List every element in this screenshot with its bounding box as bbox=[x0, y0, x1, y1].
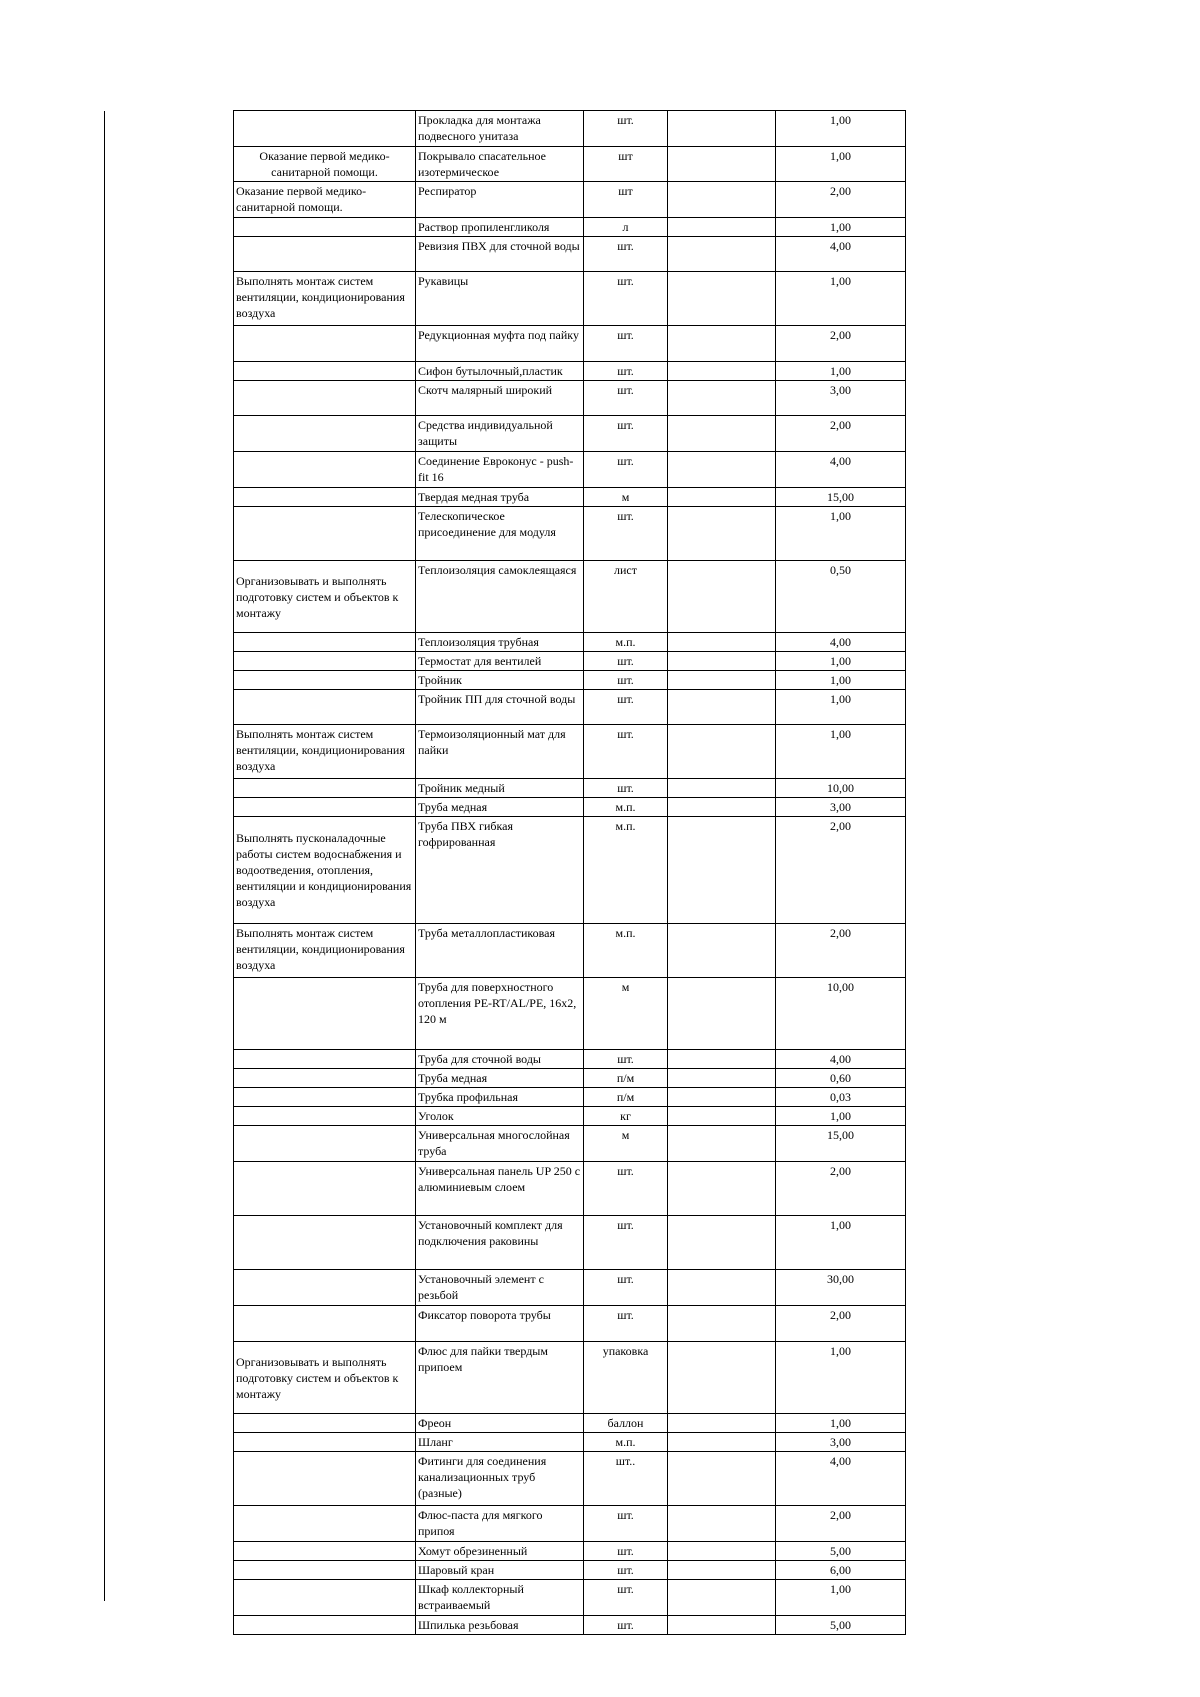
quantity-cell: 4,00 bbox=[776, 452, 906, 488]
quantity-cell: 1,00 bbox=[776, 690, 906, 725]
unit-cell: м.п. bbox=[584, 1433, 668, 1452]
item-name-cell: Флюс-паста для мягкого припоя bbox=[416, 1506, 584, 1542]
unit-cell: шт. bbox=[584, 1580, 668, 1616]
competency-cell bbox=[234, 416, 416, 452]
item-name-cell: Трубка профильная bbox=[416, 1088, 584, 1107]
unit-cell: упаковка bbox=[584, 1342, 668, 1414]
note-cell bbox=[668, 1126, 776, 1162]
unit-cell: м bbox=[584, 488, 668, 507]
unit-cell: п/м bbox=[584, 1069, 668, 1088]
quantity-cell: 2,00 bbox=[776, 1162, 906, 1216]
table-row bbox=[234, 1050, 906, 1069]
unit-cell: шт. bbox=[584, 690, 668, 725]
quantity-cell: 1,00 bbox=[776, 671, 906, 690]
note-cell bbox=[668, 1216, 776, 1270]
quantity-cell: 1,00 bbox=[776, 1216, 906, 1270]
unit-cell: м.п. bbox=[584, 798, 668, 817]
quantity-cell: 4,00 bbox=[776, 633, 906, 652]
quantity-cell: 0,03 bbox=[776, 1088, 906, 1107]
note-cell bbox=[668, 633, 776, 652]
item-name-cell: Скотч малярный широкий bbox=[416, 381, 584, 416]
note-cell bbox=[668, 561, 776, 633]
table-row bbox=[234, 1414, 906, 1433]
item-name-cell: Термостат для вентилей bbox=[416, 652, 584, 671]
item-name-cell: Средства индивидуальной защиты bbox=[416, 416, 584, 452]
competency-cell bbox=[234, 1216, 416, 1270]
competency-cell bbox=[234, 978, 416, 1050]
unit-cell: шт. bbox=[584, 1270, 668, 1306]
competency-cell bbox=[234, 362, 416, 381]
table-row bbox=[234, 1306, 906, 1342]
item-name-cell: Твердая медная труба bbox=[416, 488, 584, 507]
unit-cell: м.п. bbox=[584, 817, 668, 924]
quantity-cell: 15,00 bbox=[776, 1126, 906, 1162]
note-cell bbox=[668, 798, 776, 817]
quantity-cell: 1,00 bbox=[776, 1342, 906, 1414]
competency-cell bbox=[234, 652, 416, 671]
competency-cell: Выполнять монтаж систем вентиляции, кондиционирования воздуха bbox=[234, 924, 416, 978]
competency-cell bbox=[234, 1088, 416, 1107]
unit-cell: м bbox=[584, 978, 668, 1050]
quantity-cell: 2,00 bbox=[776, 924, 906, 978]
competency-cell bbox=[234, 798, 416, 817]
competency-cell: Выполнять монтаж систем вентиляции, кондиционирования воздуха bbox=[234, 272, 416, 326]
note-cell bbox=[668, 1561, 776, 1580]
note-cell bbox=[668, 1050, 776, 1069]
table-row bbox=[234, 1216, 906, 1270]
item-name-cell: Труба медная bbox=[416, 1069, 584, 1088]
note-cell bbox=[668, 652, 776, 671]
competency-cell bbox=[234, 1506, 416, 1542]
table-row bbox=[234, 1452, 906, 1506]
item-name-cell: Труба медная bbox=[416, 798, 584, 817]
unit-cell: шт bbox=[584, 147, 668, 182]
unit-cell: шт. bbox=[584, 381, 668, 416]
unit-cell: шт. bbox=[584, 452, 668, 488]
quantity-cell: 2,00 bbox=[776, 416, 906, 452]
item-name-cell: Тройник bbox=[416, 671, 584, 690]
table-row bbox=[234, 147, 906, 182]
competency-cell bbox=[234, 1069, 416, 1088]
competency-cell bbox=[234, 218, 416, 237]
competency-cell bbox=[234, 1542, 416, 1561]
item-name-cell: Теплоизоляция самоклеящаяся bbox=[416, 561, 584, 633]
note-cell bbox=[668, 1107, 776, 1126]
item-name-cell: Сифон бутылочный,пластик bbox=[416, 362, 584, 381]
item-name-cell: Труба для сточной воды bbox=[416, 1050, 584, 1069]
competency-cell bbox=[234, 1433, 416, 1452]
table-row bbox=[234, 381, 906, 416]
competency-cell: Организовывать и выполнять подготовку систем и объектов к монтажу bbox=[234, 561, 416, 633]
table-row bbox=[234, 924, 906, 978]
unit-cell: шт. bbox=[584, 1216, 668, 1270]
table-row bbox=[234, 817, 906, 924]
quantity-cell: 5,00 bbox=[776, 1542, 906, 1561]
item-name-cell: Шкаф коллекторный встраиваемый bbox=[416, 1580, 584, 1616]
competency-cell bbox=[234, 1050, 416, 1069]
table-row bbox=[234, 725, 906, 779]
table-row bbox=[234, 1162, 906, 1216]
quantity-cell: 2,00 bbox=[776, 1506, 906, 1542]
competency-cell: Оказание первой медико-санитарной помощи. bbox=[234, 182, 416, 218]
competency-cell bbox=[234, 1270, 416, 1306]
item-name-cell: Теплоизоляция трубная bbox=[416, 633, 584, 652]
note-cell bbox=[668, 1088, 776, 1107]
note-cell bbox=[668, 978, 776, 1050]
unit-cell: шт. bbox=[584, 237, 668, 272]
table-row bbox=[234, 111, 906, 147]
item-name-cell: Универсальная многослойная труба bbox=[416, 1126, 584, 1162]
quantity-cell: 2,00 bbox=[776, 326, 906, 362]
unit-cell: м bbox=[584, 1126, 668, 1162]
quantity-cell: 30,00 bbox=[776, 1270, 906, 1306]
item-name-cell: Шпилька резьбовая bbox=[416, 1616, 584, 1635]
unit-cell: шт. bbox=[584, 326, 668, 362]
quantity-cell: 3,00 bbox=[776, 798, 906, 817]
unit-cell: шт. bbox=[584, 725, 668, 779]
item-name-cell: Хомут обрезиненный bbox=[416, 1542, 584, 1561]
table-row bbox=[234, 1433, 906, 1452]
unit-cell: шт. bbox=[584, 507, 668, 561]
table-row bbox=[234, 671, 906, 690]
unit-cell: баллон bbox=[584, 1414, 668, 1433]
unit-cell: шт. bbox=[584, 779, 668, 798]
quantity-cell: 3,00 bbox=[776, 381, 906, 416]
item-name-cell: Труба для поверхностного отопления PE-RT/AL/PE, 16x2, 120 м bbox=[416, 978, 584, 1050]
note-cell bbox=[668, 1506, 776, 1542]
unit-cell: шт. bbox=[584, 416, 668, 452]
note-cell bbox=[668, 147, 776, 182]
item-name-cell: Ревизия ПВХ для сточной воды bbox=[416, 237, 584, 272]
item-name-cell: Установочный элемент с резьбой bbox=[416, 1270, 584, 1306]
competency-cell bbox=[234, 237, 416, 272]
item-name-cell: Тройник медный bbox=[416, 779, 584, 798]
item-name-cell: Фитинги для соединения канализационных труб (разные) bbox=[416, 1452, 584, 1506]
table-row bbox=[234, 272, 906, 326]
item-name-cell: Универсальная панель UP 250 с алюминиевым слоем bbox=[416, 1162, 584, 1216]
competency-cell: Выполнять монтаж систем вентиляции, кондиционирования воздуха bbox=[234, 725, 416, 779]
note-cell bbox=[668, 507, 776, 561]
table-row bbox=[234, 218, 906, 237]
table-row bbox=[234, 1107, 906, 1126]
unit-cell: шт. bbox=[584, 111, 668, 147]
unit-cell: кг bbox=[584, 1107, 668, 1126]
quantity-cell: 1,00 bbox=[776, 1580, 906, 1616]
table-row bbox=[234, 1270, 906, 1306]
competency-cell: Оказание первой медико-санитарной помощи. bbox=[234, 147, 416, 182]
note-cell bbox=[668, 779, 776, 798]
unit-cell: м.п. bbox=[584, 633, 668, 652]
unit-cell: шт. bbox=[584, 1162, 668, 1216]
note-cell bbox=[668, 182, 776, 218]
table-row bbox=[234, 1342, 906, 1414]
quantity-cell: 10,00 bbox=[776, 779, 906, 798]
item-name-cell: Флюс для пайки твердым припоем bbox=[416, 1342, 584, 1414]
competency-cell bbox=[234, 1561, 416, 1580]
quantity-cell: 1,00 bbox=[776, 1414, 906, 1433]
unit-cell: л bbox=[584, 218, 668, 237]
table-row bbox=[234, 1069, 906, 1088]
competency-cell bbox=[234, 488, 416, 507]
competency-cell bbox=[234, 1107, 416, 1126]
table-row bbox=[234, 182, 906, 218]
quantity-cell: 15,00 bbox=[776, 488, 906, 507]
note-cell bbox=[668, 1342, 776, 1414]
competency-cell bbox=[234, 690, 416, 725]
competency-cell bbox=[234, 671, 416, 690]
unit-cell: шт. bbox=[584, 362, 668, 381]
unit-cell: лист bbox=[584, 561, 668, 633]
item-name-cell: Соединение Евроконус - push-fit 16 bbox=[416, 452, 584, 488]
item-name-cell: Термоизоляционный мат для пайки bbox=[416, 725, 584, 779]
item-name-cell: Прокладка для монтажа подвесного унитаза bbox=[416, 111, 584, 147]
note-cell bbox=[668, 326, 776, 362]
competency-cell bbox=[234, 111, 416, 147]
quantity-cell: 1,00 bbox=[776, 362, 906, 381]
competency-cell bbox=[234, 1306, 416, 1342]
unit-cell: шт. bbox=[584, 1616, 668, 1635]
unit-cell: п/м bbox=[584, 1088, 668, 1107]
table-row bbox=[234, 452, 906, 488]
table-row bbox=[234, 690, 906, 725]
note-cell bbox=[668, 1542, 776, 1561]
competency-cell bbox=[234, 326, 416, 362]
competency-cell bbox=[234, 633, 416, 652]
note-cell bbox=[668, 1162, 776, 1216]
table-row bbox=[234, 488, 906, 507]
note-cell bbox=[668, 817, 776, 924]
note-cell bbox=[668, 671, 776, 690]
note-cell bbox=[668, 924, 776, 978]
item-name-cell: Шланг bbox=[416, 1433, 584, 1452]
item-name-cell: Труба ПВХ гибкая гофрированная bbox=[416, 817, 584, 924]
note-cell bbox=[668, 1433, 776, 1452]
quantity-cell: 1,00 bbox=[776, 272, 906, 326]
table-row bbox=[234, 652, 906, 671]
unit-cell: шт. bbox=[584, 1306, 668, 1342]
quantity-cell: 2,00 bbox=[776, 182, 906, 218]
table-row bbox=[234, 237, 906, 272]
note-cell bbox=[668, 111, 776, 147]
item-name-cell: Редукционная муфта под пайку bbox=[416, 326, 584, 362]
quantity-cell: 6,00 bbox=[776, 1561, 906, 1580]
note-cell bbox=[668, 1270, 776, 1306]
quantity-cell: 4,00 bbox=[776, 237, 906, 272]
table-row bbox=[234, 1561, 906, 1580]
unit-cell: шт. bbox=[584, 1542, 668, 1561]
quantity-cell: 4,00 bbox=[776, 1452, 906, 1506]
note-cell bbox=[668, 1069, 776, 1088]
unit-cell: шт. bbox=[584, 652, 668, 671]
table-row bbox=[234, 1506, 906, 1542]
item-name-cell: Респиратор bbox=[416, 182, 584, 218]
competency-cell bbox=[234, 452, 416, 488]
table-row bbox=[234, 416, 906, 452]
quantity-cell: 1,00 bbox=[776, 111, 906, 147]
note-cell bbox=[668, 1452, 776, 1506]
quantity-cell: 0,50 bbox=[776, 561, 906, 633]
quantity-cell: 0,60 bbox=[776, 1069, 906, 1088]
materials-table bbox=[233, 110, 906, 1635]
quantity-cell: 5,00 bbox=[776, 1616, 906, 1635]
table-row bbox=[234, 633, 906, 652]
item-name-cell: Установочный комплект для подключения раковины bbox=[416, 1216, 584, 1270]
item-name-cell: Фреон bbox=[416, 1414, 584, 1433]
competency-cell bbox=[234, 779, 416, 798]
table-row bbox=[234, 1616, 906, 1635]
left-margin-line bbox=[104, 111, 105, 1601]
note-cell bbox=[668, 725, 776, 779]
note-cell bbox=[668, 1414, 776, 1433]
table-row bbox=[234, 1088, 906, 1107]
note-cell bbox=[668, 416, 776, 452]
quantity-cell: 2,00 bbox=[776, 817, 906, 924]
note-cell bbox=[668, 488, 776, 507]
item-name-cell: Фиксатор поворота трубы bbox=[416, 1306, 584, 1342]
quantity-cell: 1,00 bbox=[776, 1107, 906, 1126]
item-name-cell: Покрывало спасательное изотермическое bbox=[416, 147, 584, 182]
competency-cell bbox=[234, 1580, 416, 1616]
unit-cell: м.п. bbox=[584, 924, 668, 978]
note-cell bbox=[668, 452, 776, 488]
note-cell bbox=[668, 381, 776, 416]
unit-cell: шт bbox=[584, 182, 668, 218]
competency-cell: Выполнять пусконаладочные работы систем водоснабжения и водоотведения, отопления, вентиляции и кондиционирования воздуха bbox=[234, 817, 416, 924]
quantity-cell: 1,00 bbox=[776, 652, 906, 671]
competency-cell: Организовывать и выполнять подготовку систем и объектов к монтажу bbox=[234, 1342, 416, 1414]
quantity-cell: 1,00 bbox=[776, 218, 906, 237]
note-cell bbox=[668, 218, 776, 237]
note-cell bbox=[668, 1580, 776, 1616]
table-row bbox=[234, 978, 906, 1050]
unit-cell: шт. bbox=[584, 1561, 668, 1580]
item-name-cell: Телескопическое присоединение для модуля bbox=[416, 507, 584, 561]
table-row bbox=[234, 1580, 906, 1616]
note-cell bbox=[668, 1306, 776, 1342]
item-name-cell: Рукавицы bbox=[416, 272, 584, 326]
table-row bbox=[234, 326, 906, 362]
table-row bbox=[234, 362, 906, 381]
table-row bbox=[234, 798, 906, 817]
unit-cell: шт. bbox=[584, 1050, 668, 1069]
item-name-cell: Раствор пропиленгликоля bbox=[416, 218, 584, 237]
item-name-cell: Шаровый кран bbox=[416, 1561, 584, 1580]
note-cell bbox=[668, 1616, 776, 1635]
table-row bbox=[234, 1126, 906, 1162]
quantity-cell: 1,00 bbox=[776, 147, 906, 182]
table-row bbox=[234, 561, 906, 633]
quantity-cell: 10,00 bbox=[776, 978, 906, 1050]
competency-cell bbox=[234, 507, 416, 561]
quantity-cell: 2,00 bbox=[776, 1306, 906, 1342]
unit-cell: шт.. bbox=[584, 1452, 668, 1506]
unit-cell: шт. bbox=[584, 1506, 668, 1542]
quantity-cell: 1,00 bbox=[776, 507, 906, 561]
materials-table-body bbox=[234, 111, 906, 1635]
unit-cell: шт. bbox=[584, 671, 668, 690]
note-cell bbox=[668, 690, 776, 725]
note-cell bbox=[668, 272, 776, 326]
competency-cell bbox=[234, 1126, 416, 1162]
competency-cell bbox=[234, 381, 416, 416]
quantity-cell: 3,00 bbox=[776, 1433, 906, 1452]
note-cell bbox=[668, 362, 776, 381]
table-row bbox=[234, 779, 906, 798]
table-row bbox=[234, 507, 906, 561]
item-name-cell: Труба металлопластиковая bbox=[416, 924, 584, 978]
competency-cell bbox=[234, 1616, 416, 1635]
note-cell bbox=[668, 237, 776, 272]
table-row bbox=[234, 1542, 906, 1561]
quantity-cell: 4,00 bbox=[776, 1050, 906, 1069]
competency-cell bbox=[234, 1162, 416, 1216]
item-name-cell: Уголок bbox=[416, 1107, 584, 1126]
quantity-cell: 1,00 bbox=[776, 725, 906, 779]
competency-cell bbox=[234, 1414, 416, 1433]
unit-cell: шт. bbox=[584, 272, 668, 326]
competency-cell bbox=[234, 1452, 416, 1506]
item-name-cell: Тройник ПП для сточной воды bbox=[416, 690, 584, 725]
